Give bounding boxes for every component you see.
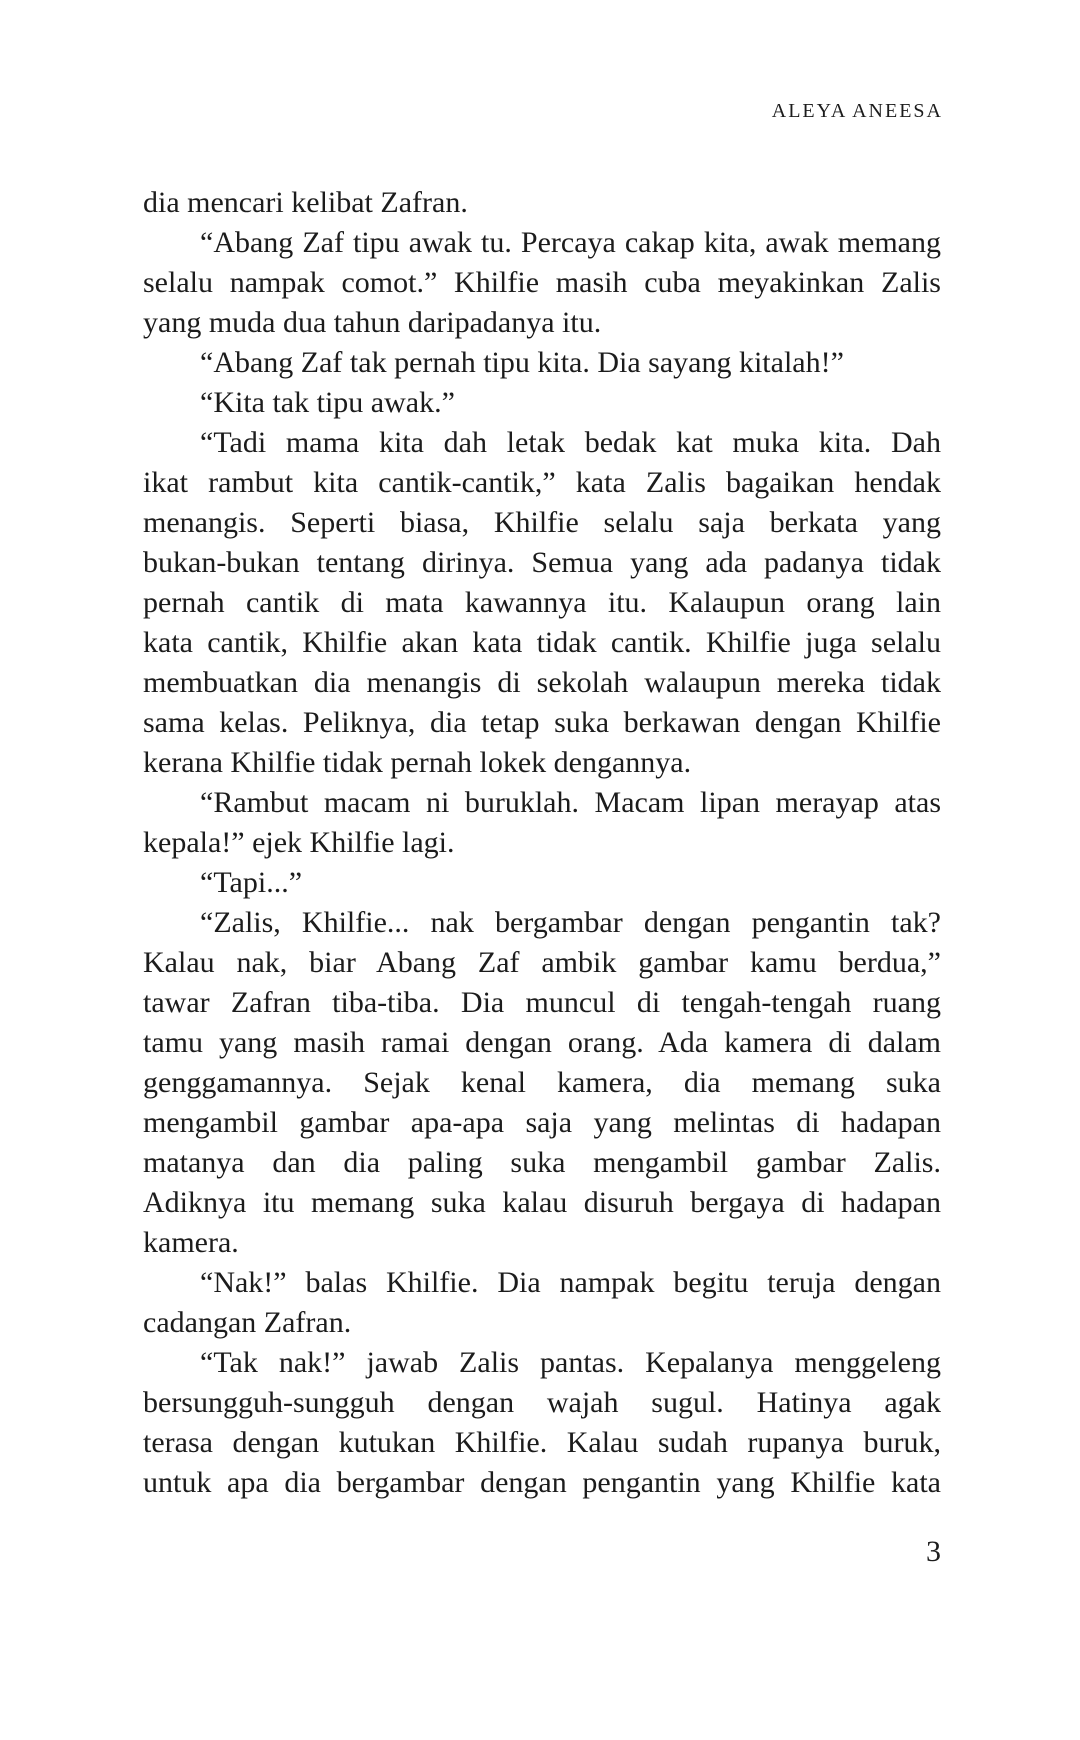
text-line: genggamannya. Sejak kenal kamera, dia memang suka (143, 1066, 941, 1099)
text-line: “Kita tak tipu awak.” (200, 386, 455, 419)
paragraph (143, 783, 941, 863)
text-line: “Tak nak!” jawab Zalis pantas. Kepalanya menggeleng (200, 1346, 941, 1379)
text-line: “Zalis, Khilfie... nak bergambar dengan pengantin tak? (200, 906, 941, 939)
text-line: tamu yang masih ramai dengan orang. Ada kamera di dalam (143, 1026, 941, 1059)
text-line: dia mencari kelibat Zafran. (143, 186, 468, 219)
text-line: yang muda dua tahun daripadanya itu. (143, 306, 602, 339)
text-line: menangis. Seperti biasa, Khilfie selalu saja berkata yang (143, 506, 941, 539)
paragraph (143, 383, 941, 423)
text-line: kamera. (143, 1226, 239, 1259)
text-line: “Tapi...” (200, 866, 303, 899)
text-line: “Abang Zaf tipu awak tu. Percaya cakap kita, awak memang (200, 226, 941, 259)
text-line: matanya dan dia paling suka mengambil gambar Zalis. (143, 1146, 941, 1179)
text-line: terasa dengan kutukan Khilfie. Kalau sudah rupanya buruk, (143, 1426, 941, 1459)
text-line: membuatkan dia menangis di sekolah walaupun mereka tidak (143, 666, 941, 699)
paragraph (143, 903, 941, 1263)
text-line: Kalau nak, biar Abang Zaf ambik gambar kamu berdua,” (143, 946, 941, 979)
text-line: “Abang Zaf tak pernah tipu kita. Dia sayang kitalah!” (200, 346, 844, 379)
running-header: ALEYA ANEESA (771, 100, 943, 122)
text-line: mengambil gambar apa-apa saja yang melintas di hadapan (143, 1106, 941, 1139)
text-line: kata cantik, Khilfie akan kata tidak cantik. Khilfie juga selalu (143, 626, 941, 659)
paragraph (143, 863, 941, 903)
paragraph (143, 183, 941, 223)
text-line: “Rambut macam ni buruklah. Macam lipan merayap atas (200, 786, 941, 819)
text-line: Adiknya itu memang suka kalau disuruh bergaya di hadapan (143, 1186, 941, 1219)
text-line: “Tadi mama kita dah letak bedak kat muka kita. Dah (200, 426, 941, 459)
text-line: “Nak!” balas Khilfie. Dia nampak begitu teruja dengan (200, 1266, 941, 1299)
paragraph (143, 423, 941, 783)
text-line: pernah cantik di mata kawannya itu. Kalaupun orang lain (143, 586, 941, 619)
paragraph (143, 1343, 941, 1503)
paragraph (143, 343, 941, 383)
paragraph (143, 1263, 941, 1343)
paragraph (143, 223, 941, 343)
text-line: kerana Khilfie tidak pernah lokek dengannya. (143, 746, 692, 779)
text-line: bukan-bukan tentang dirinya. Semua yang ada padanya tidak (143, 546, 941, 579)
text-line: kepala!” ejek Khilfie lagi. (143, 826, 455, 859)
text-line: bersungguh-sungguh dengan wajah sugul. Hatinya agak (143, 1386, 941, 1419)
text-line: untuk apa dia bergambar dengan pengantin yang Khilfie kata (143, 1466, 941, 1499)
text-line: sama kelas. Peliknya, dia tetap suka berkawan dengan Khilfie (143, 706, 941, 739)
text-line: cadangan Zafran. (143, 1306, 352, 1339)
text-line: ikat rambut kita cantik-cantik,” kata Zalis bagaikan hendak (143, 466, 941, 499)
page-number: 3 (926, 1535, 941, 1568)
page-body (143, 183, 941, 1503)
text-line: tawar Zafran tiba-tiba. Dia muncul di tengah-tengah ruang (143, 986, 941, 1019)
text-line: selalu nampak comot.” Khilfie masih cuba meyakinkan Zalis (143, 266, 941, 299)
